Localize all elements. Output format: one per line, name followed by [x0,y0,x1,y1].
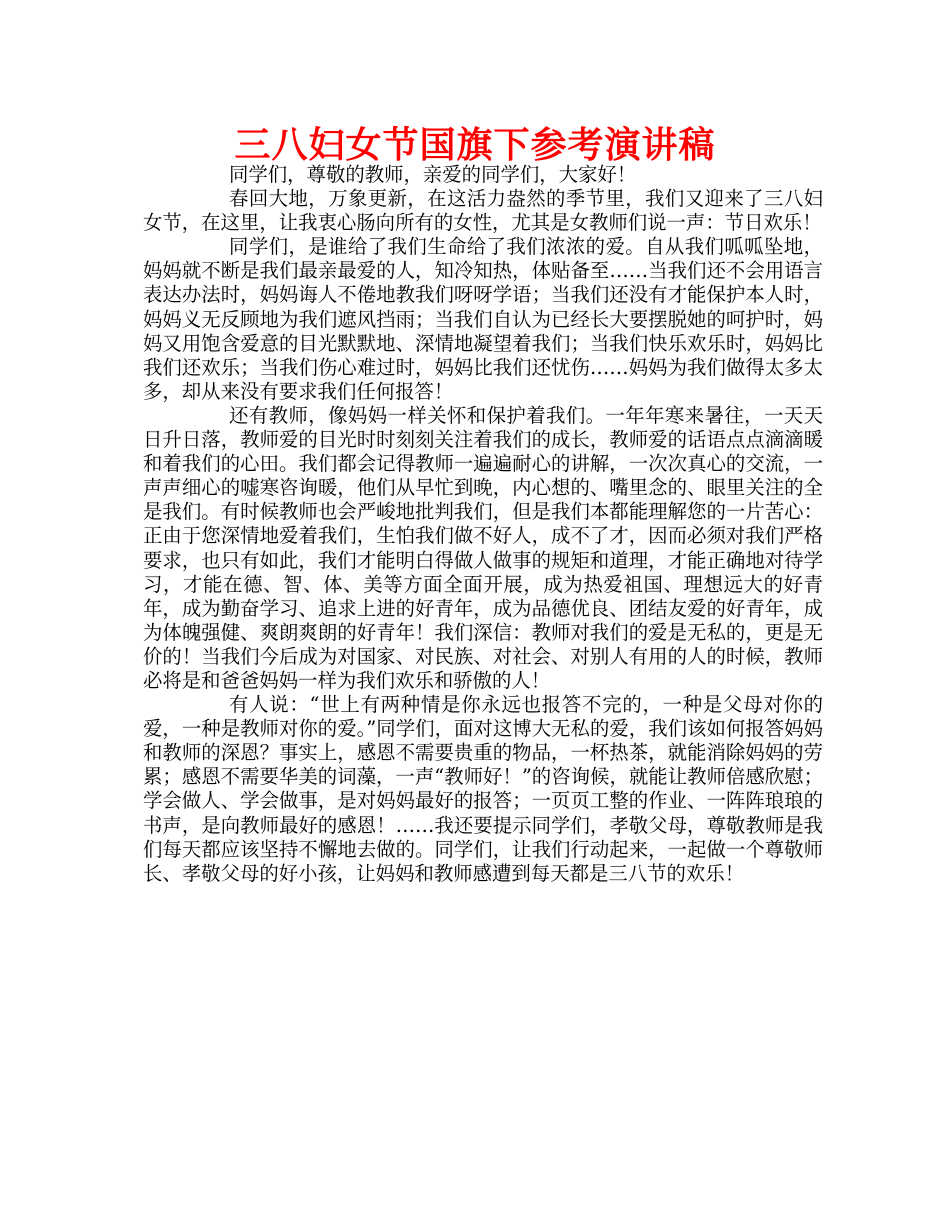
paragraph-gratitude: 有人说：“世上有两种情是你永远也报答不完的，一种是父母对你的爱，一种是教师对你的爱。”同学们，面对这博大无私的爱，我们该如何报答妈妈和教师的深恩？事实上，感恩不需要贵重的物品，一杯热茶，就能消除妈妈的劳累；感恩不需要华美的词藻，一声“教师好！”的咨询候，就能让教师倍感欣慰；学会做人、学会做事，是对妈妈最好的报答；一页页工整的作业、一阵阵琅琅的书声，是向教师最好的感恩！……我还要提示同学们，孝敬父母，尊敬教师是我们每天都应该坚持不懈地去做的。同学们，让我们行动起来，一起做一个尊敬师长、孝敬父母的好小孩，让妈妈和教师感遭到每天都是三八节的欢乐！ [143,693,823,885]
greeting-paragraph: 同学们，尊敬的教师，亲爱的同学们，大家好！ [229,163,637,186]
paragraph-teachers-care: 还有教师，像妈妈一样关怀和保护着我们。一年年寒来暑往，一天天日升日落，教师爱的目光时时刻刻关注着我们的成长，教师爱的话语点点滴滴暖和着我们的心田。我们都会记得教师一遍遍耐心的讲解，一次次真心的交流，一声声细心的嘘寒咨询暖，他们从早忙到晚，内心想的、嘴里念的、眼里关注的全是我们。有时候教师也会严峻地批判我们，但是我们本都能理解您的一片苦心：正由于您深情地爱着我们，生怕我们做不好人，成不了才，因而必须对我们严格要求，也只有如此，我们才能明白得做人做事的规矩和道理，才能正确地对待学习，才能在德、智、体、美等方面全面开展，成为热爱祖国、理想远大的好青年，成为勤奋学习、追求上进的好青年，成为品德优良、团结友爱的好青年，成为体魄强健、爽朗爽朗的好青年！我们深信：教师对我们的爱是无私的，更是无价的！当我们今后成为对国家、对民族、对社会、对别人有用的人的时候，教师必将是和爸爸妈妈一样为我们欢乐和骄傲的人！ [143,403,823,692]
document-body [143,163,823,886]
paragraph-mothers-love: 同学们，是谁给了我们生命给了我们浓浓的爱。自从我们呱呱坠地，妈妈就不断是我们最亲最爱的人，知冷知热，体贴备至……当我们还不会用语言表达办法时，妈妈诲人不倦地教我们呀呀学语；当我们还没有才能保护本人时，妈妈义无反顾地为我们遮风挡雨；当我们自认为已经长大要摆脱她的呵护时，妈妈又用饱含爱意的目光默默地、深情地凝望着我们；当我们快乐欢乐时，妈妈比我们还欢乐；当我们伤心难过时，妈妈比我们还忧伤……妈妈为我们做得太多太多，却从来没有要求我们任何报答！ [143,235,823,403]
document-title: 三八妇女节国旗下参考演讲稿 [234,124,716,166]
paragraph-spring: 春回大地，万象更新，在这活力盎然的季节里，我们又迎来了三八妇女节，在这里，让我衷心肠向所有的女性，尤其是女教师们说一声：节日欢乐！ [143,187,823,235]
